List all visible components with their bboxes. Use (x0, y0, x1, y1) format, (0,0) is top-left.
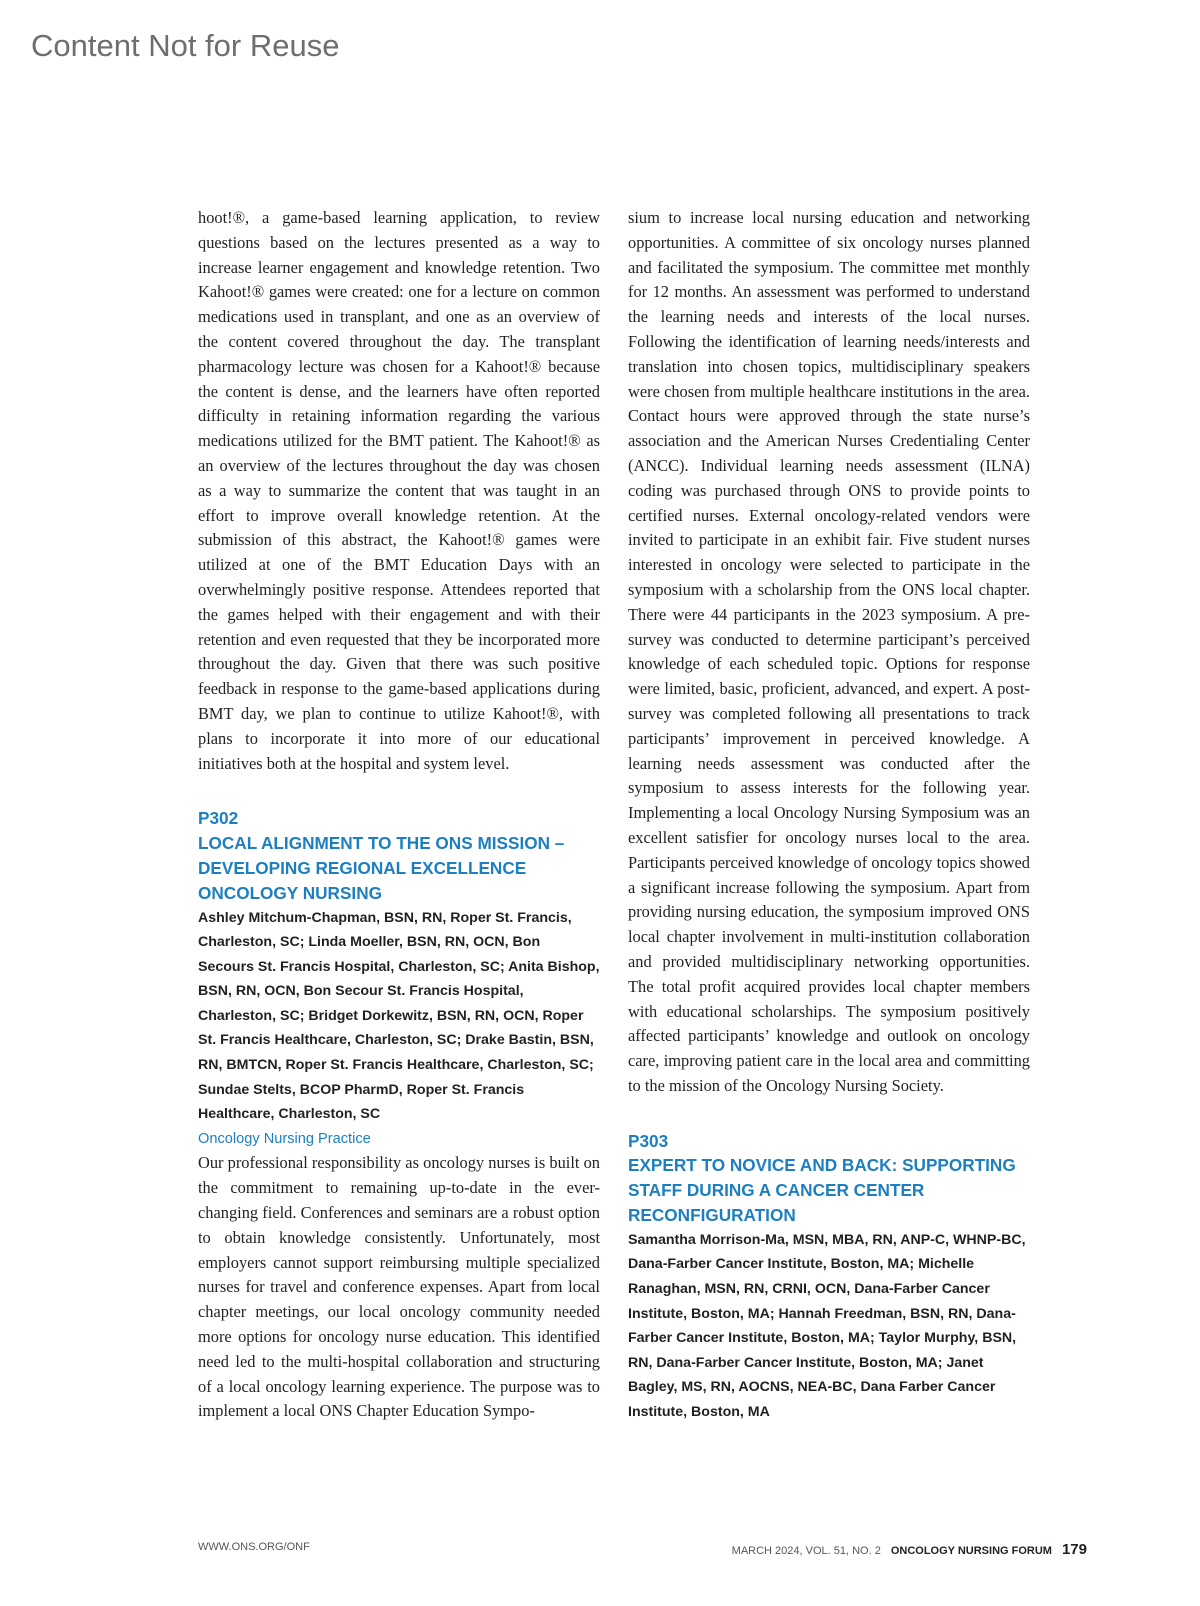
abstract-number: P302 (198, 808, 239, 829)
footer-url[interactable]: WWW.ONS.ORG/ONF (198, 1541, 310, 1553)
footer-issue: MARCH 2024, VOL. 51, NO. 2 (731, 1545, 881, 1557)
abstract-body-part2: sium to increase local nursing education and networking opportunities. A committee of six oncology nurses planned and facilitated the symposium. The committee met monthly for 12 months. An assessment was performed to understand the learning needs and interests of the local nurses. Following the identification of learning needs/interests and translation into chosen topics, multidisciplinary speakers were chosen from multiple healthcare institutions in the area. Contact hours were approved through the state nurse’s association and the American Nurses Credentialing Center (ANCC). Individual learning needs assessment (ILNA) coding was purchased through ONS to provide points to certified nurses. External oncology-related vendors were invited to participate in an exhibit fair. Five student nurses interested in oncology were selected to participate in the symposium with a scholarship from the ONS local chapter. There were 44 participants in the 2023 symposium. A pre-survey was conducted to determine participant’s perceived knowledge of each scheduled topic. Options for response were limited, basic, proficient, advanced, and expert. A post-survey was completed following all presentations to track participants’ improvement in perceived knowledge. A learning needs assessment was conducted after the symposium to assess interests for the following year. Implementing a local Oncology Nursing Symposium was an excellent satisfier for oncology nurses local to the area. Participants perceived knowledge of oncology topics showed a significant increase following the symposium. Apart from providing nursing education, the symposium improved ONS local chapter involvement in multi-institution collaboration and provided multidisciplinary networking opportunities. The total profit acquired provides local chapter members with educational scholarships. The symposium positively affected participants’ knowledge and outlook on oncology care, improving patient care in the local area and committing to the mission of the Oncology Nursing Society. (628, 208, 1030, 1095)
left-column (198, 206, 600, 1424)
abstract-category: Oncology Nursing Practice (198, 1130, 371, 1147)
abstract-p303 (628, 1129, 1030, 1425)
continuation-paragraph: hoot!®, a game-based learning application, to review questions based on the lectures presented as a way to increase learner engagement and knowledge retention. Two Kahoot!® games were created: one for a lecture on common medications used in transplant, and one as an overview of the content covered throughout the day. The transplant pharmacology lecture was chosen for a Kahoot!® because the content is dense, and the learners have often reported difficulty in retaining information regarding the various medications utilized for the BMT patient. The Kahoot!® as an overview of the lectures throughout the day was chosen as a way to summarize the content that was taught in an effort to improve overall knowledge retention. At the submission of this abstract, the Kahoot!® games were utilized at one of the BMT Education Days with an overwhelmingly positive response. Attendees reported that the games helped with their engagement and with their retention and even requested that they be incorporated more throughout the day. Given that there was such positive feedback in response to the game-based applications during BMT day, we plan to continue to utilize Kahoot!®, with plans to incorporate it into more of our educational initiatives both at the hospital and system level. (198, 208, 600, 773)
abstract-authors: Ashley Mitchum-Chapman, BSN, RN, Roper St. Francis, Charleston, SC; Linda Moeller, BSN, RN, OCN, Bon Secours St. Francis Hospital, Charleston, SC; Anita Bishop, BSN, RN, OCN, Bon Secour St. Francis Hospital, Charleston, SC; Bridget Dorkewitz, BSN, RN, OCN, Roper St. Francis Healthcare, Charleston, SC; Drake Bastin, BSN, RN, BMTCN, Roper St. Francis Healthcare, Charleston, SC; Sundae Stelts, BCOP PharmD, Roper St. Francis Healthcare, Charleston, SC (198, 909, 600, 1123)
footer-journal: ONCOLOGY NURSING FORUM (890, 1545, 1052, 1557)
abstract-number: P303 (628, 1130, 669, 1151)
watermark: Content Not for Reuse (31, 28, 340, 63)
abstract-body-part1: Our professional responsibility as oncology nurses is built on the commitment to remaining up-to-date in the ever-changing field. Conferences and seminars are a robust option to obtain knowledge consistently. Unfortunately, most employers cannot support reimbursing multiple specialized nurses for travel and conference expenses. Apart from local chapter meetings, our local oncology community needed more options for oncology nurse education. This identified need led to the multi-hospital collaboration and structuring of a local oncology learning experience. The purpose was to implement a local ONS Chapter Education Sympo- (198, 1153, 600, 1421)
abstract-title: LOCAL ALIGNMENT TO THE ONS MISSION – DEVELOPING REGIONAL EXCELLENCE ONCOLOGY NURSING (198, 833, 565, 903)
page-number: 179 (1061, 1541, 1087, 1558)
abstract-p302 (198, 806, 600, 1424)
abstract-authors: Samantha Morrison-Ma, MSN, MBA, RN, ANP-C, WHNP-BC, Dana-Farber Cancer Institute, Boston, MA; Michelle Ranaghan, MSN, RN, CRNI, OCN, Dana-Farber Cancer Institute, Boston, MA; Hannah Freedman, BSN, RN, Dana-Farber Cancer Institute, Boston, MA; Taylor Murphy, BSN, RN, Dana-Farber Cancer Institute, Boston, MA; Janet Bagley, MS, RN, AOCNS, NEA-BC, Dana Farber Cancer Institute, Boston, MA (628, 1231, 1026, 1421)
footer-citation (732, 1541, 1087, 1558)
abstract-title: EXPERT TO NOVICE AND BACK: SUPPORTING STAFF DURING A CANCER CENTER RECONFIGURATION (628, 1155, 1016, 1226)
right-column (628, 206, 1030, 1425)
